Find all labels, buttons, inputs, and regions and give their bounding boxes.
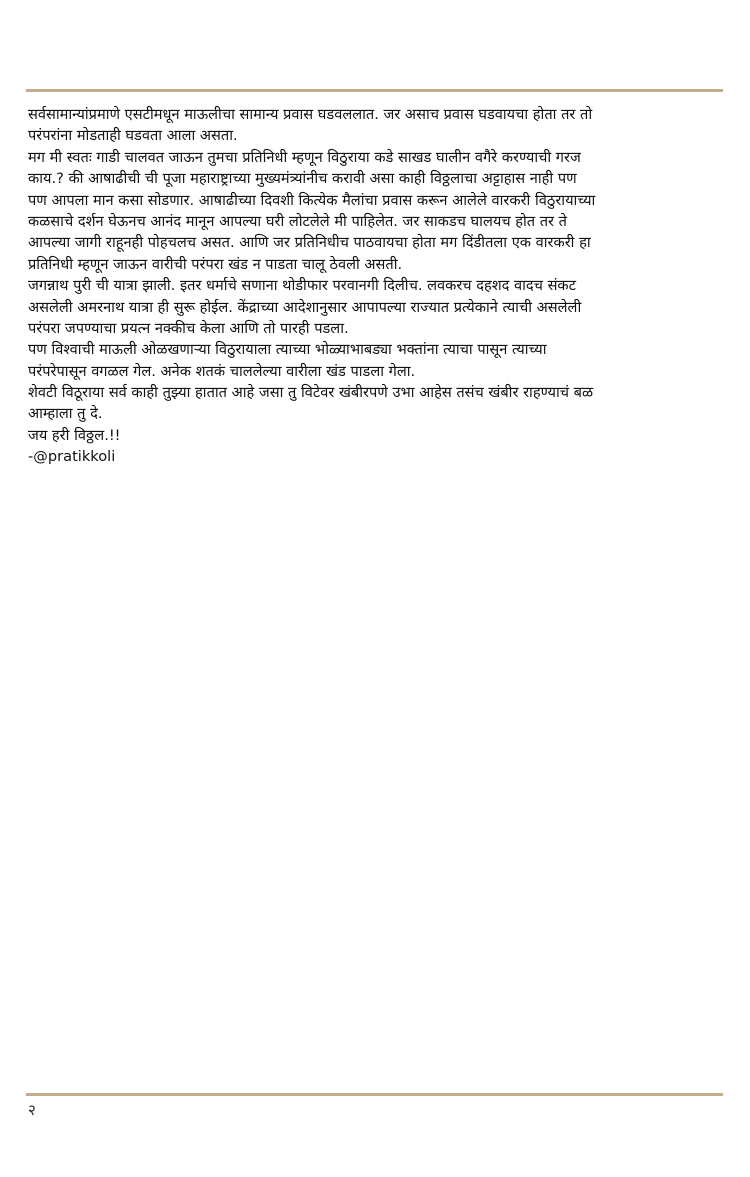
text-line: पण विश्वाची माऊली ओळखणाऱ्या विठुरायाला त्याच्या भोळ्याभाबड्या भक्तांना त्याचा पासून त्याच्या — [28, 341, 547, 359]
text-line: काय.? की आषाढीची ची पूजा महाराष्ट्राच्या मुख्यमंत्र्यांनीच करावी असा काही विठ्ठलाचा अट्टाहास नाही पण — [28, 170, 577, 188]
document-body — [28, 104, 722, 468]
text-line: परंपरेपासून वगळल गेल. अनेक शतकं चाललेल्या वारीला खंड पाडला गेला. — [28, 362, 416, 380]
author-signature: -@pratikkoli — [28, 448, 116, 466]
text-line: कळसाचे दर्शन घेऊनच आनंद मानून आपल्या घरी लोटलेले मी पाहिलेत. जर साकडच घालयच होत तर ते — [28, 212, 567, 230]
text-line: असलेली अमरनाथ यात्रा ही सुरू होईल. केंद्राच्या आदेशानुसार आपापल्या राज्यात प्रत्येकाने त्याची असलेली — [28, 298, 582, 316]
text-line: परंपरा जपण्याचा प्रयत्न नक्कीच केला आणि तो पारही पडला. — [28, 319, 349, 337]
page-number: २ — [28, 1101, 36, 1119]
text-line: जय हरी विठ्ठल.!! — [28, 426, 121, 444]
top-divider-rule — [26, 89, 723, 92]
text-line: मग मी स्वतः गाडी चालवत जाऊन तुमचा प्रतिनिधी म्हणून विठुराया कडे साखड घालीन वगैरे करण्याची गरज — [28, 148, 581, 166]
text-line: जगन्नाथ पुरी ची यात्रा झाली. इतर धर्माचे सणाना थोडीफार परवानगी दिलीच. लवकरच दहशद वादच संकट — [28, 277, 576, 295]
text-line: आम्हाला तु दे. — [28, 405, 103, 423]
text-line: शेवटी विठूराया सर्व काही तुझ्या हातात आहे जसा तु विटेवर खंबीरपणे उभा आहेस तसंच खंबीर राहण्याचं बळ — [28, 384, 594, 402]
bottom-divider-rule — [26, 1093, 723, 1096]
text-line: सर्वसामान्यांप्रमाणे एसटीमधून माऊलीचा सामान्य प्रवास घडवललात. जर असाच प्रवास घडवायचा होता तर तो — [28, 106, 593, 123]
text-line: परंपरांना मोडताही घडवता आला असता. — [28, 127, 238, 145]
text-line: आपल्या जागी राहूनही पोहचलच असत. आणि जर प्रतिनिधीच पाठवायचा होता मग दिंडीतला एक वारकरी हा — [28, 234, 591, 252]
text-line: प्रतिनिधी म्हणून जाऊन वारीची परंपरा खंड न पाडता चालू ठेवली असती. — [28, 255, 403, 273]
text-line: पण आपला मान कसा सोडणार. आषाढीच्या दिवशी कित्येक मैलांचा प्रवास करून आलेले वारकरी विठुरायाच्या — [28, 191, 596, 209]
